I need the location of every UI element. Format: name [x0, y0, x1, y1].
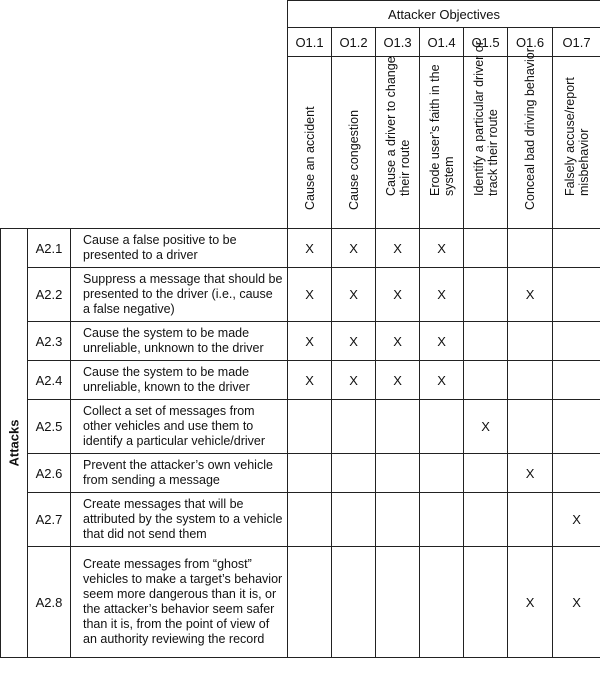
attack-row: [1, 400, 600, 454]
objective-mark: X: [332, 361, 376, 400]
objective-mark: [288, 547, 332, 658]
objective-mark: [420, 400, 464, 454]
attacker-objectives-heading: Attacker Objectives: [288, 1, 600, 28]
objective-mark: X: [553, 493, 600, 547]
objective-mark: X: [464, 400, 508, 454]
objective-mark: [553, 229, 600, 268]
objective-mark: X: [332, 229, 376, 268]
objective-mark: X: [508, 547, 553, 658]
objective-description: [420, 57, 464, 229]
attack-description: Suppress a message that should be presented to the driver (i.e., cause a false negative): [71, 268, 288, 322]
objective-code: O1.7: [553, 28, 600, 57]
attacks-label-text: Attacks: [6, 419, 22, 467]
objective-mark: X: [508, 454, 553, 493]
objective-mark: [376, 400, 420, 454]
attack-row: [1, 268, 600, 322]
objective-mark: [464, 361, 508, 400]
objective-mark: [464, 454, 508, 493]
objective-description: [508, 48, 553, 229]
attack-code: A2.2: [28, 268, 71, 322]
objective-label: Cause an accident: [302, 106, 317, 210]
objective-mark: X: [288, 229, 332, 268]
objective-mark: [508, 361, 553, 400]
objective-mark: [464, 547, 508, 658]
attack-row: [1, 547, 600, 658]
objective-code: O1.3: [376, 28, 420, 57]
objective-mark: X: [376, 361, 420, 400]
objective-description: [288, 57, 332, 229]
objective-description: [376, 57, 420, 229]
objective-mark: [553, 400, 600, 454]
objective-label: Conceal bad driving behavior: [523, 48, 538, 210]
objective-mark: X: [508, 268, 553, 322]
objective-mark: [420, 493, 464, 547]
attack-description: Cause the system to be made unreliable, unknown to the driver: [71, 322, 288, 361]
objective-mark: [553, 322, 600, 361]
objective-mark: [508, 400, 553, 454]
objective-mark: [332, 493, 376, 547]
objective-mark: X: [376, 322, 420, 361]
attack-row: [1, 229, 600, 268]
objective-label: Identify a particular driver or track their route: [471, 41, 500, 196]
objective-mark: [332, 547, 376, 658]
attack-row: [1, 322, 600, 361]
attack-row: [1, 454, 600, 493]
attack-code: A2.3: [28, 322, 71, 361]
objective-mark: [464, 229, 508, 268]
objective-mark: X: [288, 322, 332, 361]
objective-code: O1.6: [508, 28, 553, 57]
objective-code: O1.5: [464, 28, 508, 57]
attack-code: A2.4: [28, 361, 71, 400]
objective-mark: [288, 400, 332, 454]
objective-description: [332, 57, 376, 229]
objective-label: Cause congestion: [346, 109, 361, 210]
attack-code: A2.7: [28, 493, 71, 547]
objective-mark: [464, 493, 508, 547]
attack-code: A2.1: [28, 229, 71, 268]
attack-code: A2.5: [28, 400, 71, 454]
objective-mark: X: [376, 268, 420, 322]
attack-code: A2.6: [28, 454, 71, 493]
objective-code: O1.1: [288, 28, 332, 57]
objective-mark: [288, 454, 332, 493]
objective-mark: [508, 229, 553, 268]
attack-description: Create messages from “ghost” vehicles to make a target’s behavior seem more dangerous than it is, or the attacker’s behavior seem safer than it is, from the point of view of an authority reviewing the record: [71, 547, 288, 658]
objective-label: Falsely accuse/report misbehavior: [562, 77, 591, 196]
objective-label: Erode user’s faith in the system: [427, 64, 456, 196]
objective-mark: X: [376, 229, 420, 268]
objective-mark: [332, 400, 376, 454]
objective-description: [553, 57, 600, 229]
objective-mark: X: [553, 547, 600, 658]
attack-row: [1, 361, 600, 400]
attack-description: Cause the system to be made unreliable, known to the driver: [71, 361, 288, 400]
objective-mark: [508, 493, 553, 547]
objective-code: O1.2: [332, 28, 376, 57]
objective-mark: [420, 454, 464, 493]
objective-mark: X: [420, 268, 464, 322]
attack-description: Create messages that will be attributed by the system to a vehicle that did not send them: [71, 493, 288, 547]
objective-mark: [288, 493, 332, 547]
objective-mark: [420, 547, 464, 658]
attack-row: [1, 493, 600, 547]
objective-mark: [553, 454, 600, 493]
objective-mark: X: [288, 268, 332, 322]
objective-mark: [464, 268, 508, 322]
attack-description: Cause a false positive to be presented to a driver: [71, 229, 288, 268]
objective-mark: [464, 322, 508, 361]
objective-mark: [553, 361, 600, 400]
objective-mark: X: [420, 229, 464, 268]
objective-mark: [332, 454, 376, 493]
objective-mark: [376, 493, 420, 547]
objective-label: Cause a driver to change their route: [383, 56, 412, 196]
objective-mark: [376, 454, 420, 493]
attack-code: A2.8: [28, 547, 71, 658]
objective-mark: [376, 547, 420, 658]
objective-mark: X: [332, 268, 376, 322]
objective-mark: X: [420, 322, 464, 361]
objective-mark: [553, 268, 600, 322]
attack-description: Collect a set of messages from other vehicles and use them to identify a particular vehicle/driver: [71, 400, 288, 454]
objective-mark: X: [288, 361, 332, 400]
objective-mark: X: [332, 322, 376, 361]
objective-mark: [508, 322, 553, 361]
attack-description: Prevent the attacker’s own vehicle from sending a message: [71, 454, 288, 493]
objective-mark: X: [420, 361, 464, 400]
attacks-side-label: [1, 229, 28, 658]
objective-code: O1.4: [420, 28, 464, 57]
